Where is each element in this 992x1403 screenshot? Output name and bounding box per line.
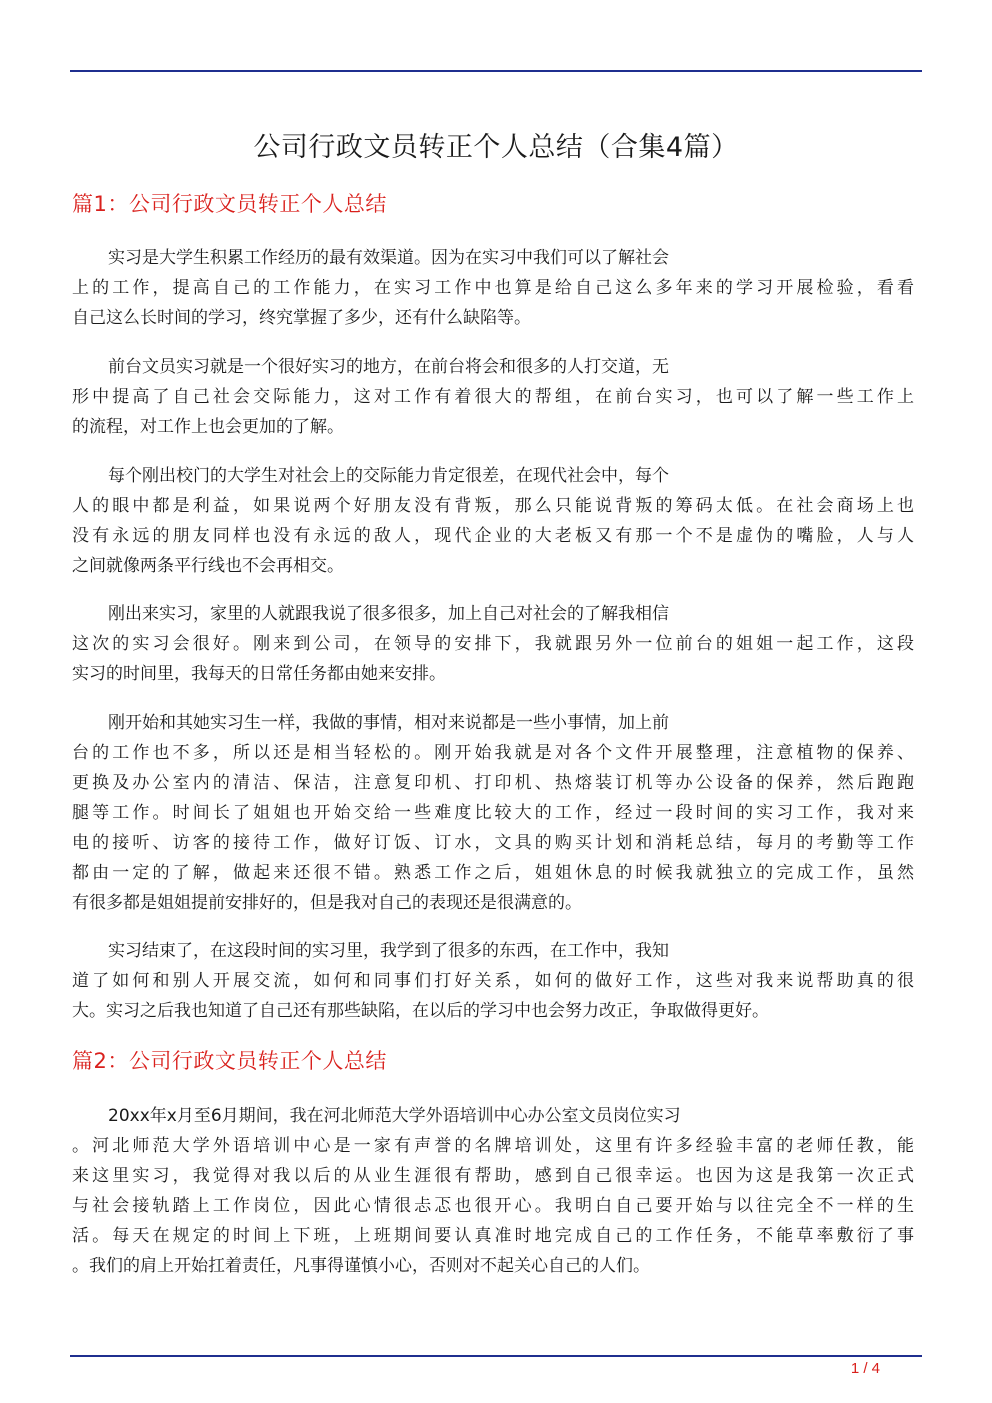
paragraph-line: 的流程，对工作上也会更加的了解。 bbox=[72, 417, 344, 437]
paragraph-line: 实习的时间里，我每天的日常任务都由她来安排。 bbox=[72, 664, 446, 684]
paragraph-line: 台的工作也不多，所以还是相当轻松的。刚开始我就是对各个文件开展整理，注意植物的保养、 bbox=[72, 743, 914, 763]
paragraph-line: 前台文员实习就是一个很好实习的地方，在前台将会和很多的人打交道，无 bbox=[108, 357, 669, 377]
paragraph-line: 实习结束了，在这段时间的实习里，我学到了很多的东西，在工作中，我知 bbox=[108, 941, 669, 961]
paragraph bbox=[72, 243, 914, 333]
paragraph bbox=[72, 352, 914, 442]
paragraph bbox=[72, 599, 914, 689]
paragraph-line: 都由一定的了解，做起来还很不错。熟悉工作之后，姐姐休息的时候我就独立的完成工作，虽然 bbox=[72, 863, 914, 883]
document-title: 公司行政文员转正个人总结（合集4篇） bbox=[253, 132, 739, 163]
paragraph bbox=[72, 936, 914, 1026]
section-heading-2: 篇2：公司行政文员转正个人总结 bbox=[72, 1049, 387, 1073]
paragraph-line: 刚出来实习，家里的人就跟我说了很多很多，加上自己对社会的了解我相信 bbox=[108, 604, 669, 624]
paragraph-line: 每个刚出校门的大学生对社会上的交际能力肯定很差，在现代社会中，每个 bbox=[108, 466, 669, 486]
header-rule bbox=[70, 70, 922, 72]
paragraph bbox=[72, 708, 914, 918]
paragraph-line: 这次的实习会很好。刚来到公司，在领导的安排下，我就跟另外一位前台的姐姐一起工作，这段 bbox=[72, 634, 914, 654]
paragraph bbox=[72, 461, 914, 581]
paragraph-line: 。河北师范大学外语培训中心是一家有声誉的名牌培训处，这里有许多经验丰富的老师任教，能 bbox=[72, 1136, 914, 1156]
paragraph-line: 电的接听、访客的接待工作，做好订饭、订水，文具的购买计划和消耗总结，每月的考勤等工作 bbox=[72, 833, 914, 853]
paragraph bbox=[72, 1101, 914, 1281]
paragraph-line: 腿等工作。时间长了姐姐也开始交给一些难度比较大的工作，经过一段时间的实习工作，我对来 bbox=[72, 803, 914, 823]
paragraph-line: 刚开始和其她实习生一样，我做的事情，相对来说都是一些小事情，加上前 bbox=[108, 713, 669, 733]
paragraph-line: 上的工作，提高自己的工作能力，在实习工作中也算是给自己这么多年来的学习开展检验，看看 bbox=[72, 278, 914, 298]
paragraph-line: 人的眼中都是利益，如果说两个好朋友没有背叛，那么只能说背叛的筹码太低。在社会商场上也 bbox=[72, 496, 914, 516]
paragraph-line: 活。每天在规定的时间上下班，上班期间要认真准时地完成自己的工作任务，不能草率敷衍了事 bbox=[72, 1226, 914, 1246]
paragraph-line: 道了如何和别人开展交流，如何和同事们打好关系，如何的做好工作，这些对我来说帮助真的很 bbox=[72, 971, 914, 991]
paragraph-line: 大。实习之后我也知道了自己还有那些缺陷，在以后的学习中也会努力改正，争取做得更好。 bbox=[72, 1001, 769, 1021]
paragraph-line: 有很多都是姐姐提前安排好的，但是我对自己的表现还是很满意的。 bbox=[72, 893, 582, 913]
paragraph-line: 自己这么长时间的学习，终究掌握了多少，还有什么缺陷等。 bbox=[72, 308, 531, 328]
paragraph-line: 没有永远的朋友同样也没有永远的敌人，现代企业的大老板又有那一个不是虚伪的嘴脸，人与人 bbox=[72, 526, 914, 546]
section-heading-1: 篇1：公司行政文员转正个人总结 bbox=[72, 192, 387, 216]
paragraph-line: 之间就像两条平行线也不会再相交。 bbox=[72, 556, 344, 576]
paragraph-line: 来这里实习，我觉得对我以后的从业生涯很有帮助，感到自己很幸运。也因为这是我第一次正式 bbox=[72, 1166, 914, 1186]
footer-rule bbox=[70, 1355, 922, 1357]
paragraph-line: 与社会接轨踏上工作岗位，因此心情很忐忑也很开心。我明白自己要开始与以往完全不一样的生 bbox=[72, 1196, 914, 1216]
paragraph-line: 20xx年x月至6月期间，我在河北师范大学外语培训中心办公室文员岗位实习 bbox=[108, 1106, 681, 1126]
paragraph-line: 。我们的肩上开始扛着责任，凡事得谨慎小心，否则对不起关心自己的人们。 bbox=[72, 1256, 650, 1276]
paragraph-line: 更换及办公室内的清洁、保洁，注意复印机、打印机、热熔装订机等办公设备的保养，然后跑跑 bbox=[72, 773, 914, 793]
paragraph-line: 形中提高了自己社会交际能力，这对工作有着很大的帮组，在前台实习，也可以了解一些工作上 bbox=[72, 387, 914, 407]
paragraph-line: 实习是大学生积累工作经历的最有效渠道。因为在实习中我们可以了解社会 bbox=[108, 248, 669, 268]
page-number: 1 / 4 bbox=[850, 1360, 880, 1377]
